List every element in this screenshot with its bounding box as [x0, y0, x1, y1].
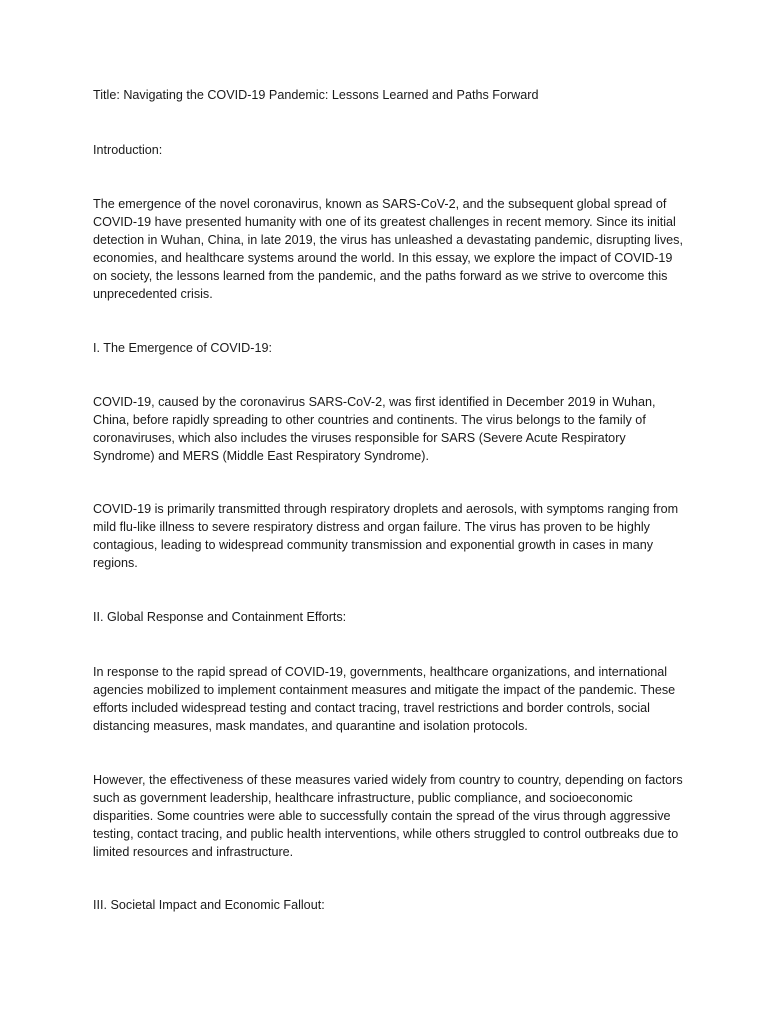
introduction-paragraph: The emergence of the novel coronavirus, known as SARS-CoV-2, and the subsequent global spread of COVID-19 have presented humanity with one of its greatest challenges in recent memory. Since its initial detection in Wuhan, China, in late 2019, the virus has unleashed a devastating pandemic, disrupting lives, economies, and healthcare systems around the world. In this essay, we explore the impact of COVID-19 on society, the lessons learned from the pandemic, and the paths forward as we strive to overcome this unprecedented crisis. [93, 197, 683, 301]
section-3-heading: III. Societal Impact and Economic Fallout: [93, 898, 325, 912]
section-2-paragraph-2: However, the effectiveness of these measures varied widely from country to country, depending on factors such as government leadership, healthcare infrastructure, public compliance, and socioeconomic disparities. Some countries were able to successfully contain the spread of the virus through aggressive testing, contact tracing, and public health interventions, while others struggled to control outbreaks due to limited resources and infrastructure. [93, 773, 683, 859]
introduction-heading: Introduction: [93, 143, 163, 157]
section-2-paragraph-1: In response to the rapid spread of COVID-19, governments, healthcare organizations, and international agencies mobilized to implement containment measures and mitigate the impact of the pandemic. These efforts included widespread testing and contact tracing, travel restrictions and border controls, social distancing measures, mask mandates, and quarantine and isolation protocols. [93, 665, 676, 733]
section-1-paragraph-2: COVID-19 is primarily transmitted through respiratory droplets and aerosols, with symptoms ranging from mild flu-like illness to severe respiratory distress and organ failure. The virus has proven to be highly contagious, leading to widespread community transmission and exponential growth in cases in many regions. [93, 502, 679, 570]
section-1-heading: I. The Emergence of COVID-19: [93, 341, 272, 355]
section-2-heading: II. Global Response and Containment Efforts: [93, 610, 347, 624]
section-1-paragraph-1: COVID-19, caused by the coronavirus SARS-CoV-2, was first identified in December 2019 in Wuhan, China, before rapidly spreading to other countries and continents. The virus belongs to the family of coronaviruses, which also includes the viruses responsible for SARS (Severe Acute Respiratory Syndrome) and MERS (Middle East Respiratory Syndrome). [93, 395, 656, 463]
document-title: Title: Navigating the COVID-19 Pandemic: Lessons Learned and Paths Forward [93, 88, 539, 102]
